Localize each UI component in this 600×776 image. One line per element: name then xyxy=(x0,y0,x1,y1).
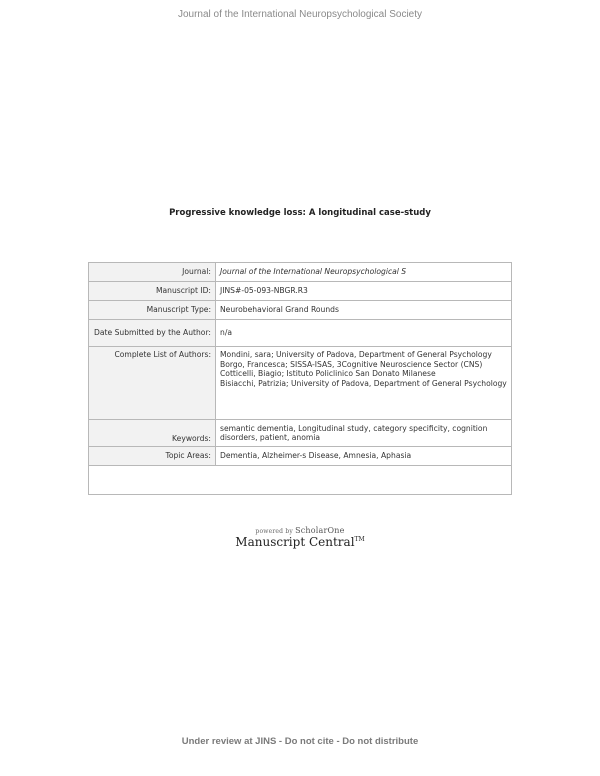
date-submitted-value: n/a xyxy=(216,320,512,347)
manuscript-type-label: Manuscript Type: xyxy=(89,301,216,320)
author-entry: Borgo, Francesca; SISSA-ISAS, 3Cognitive Neuroscience Sector (CNS) xyxy=(220,359,483,369)
manuscript-id-label: Manuscript ID: xyxy=(89,282,216,301)
running-footer: Under review at JINS - Do not cite - Do not distribute xyxy=(181,736,419,747)
keywords-label: Keywords: xyxy=(89,420,216,447)
empty-cell xyxy=(89,466,512,495)
brand-text: ScholarOne xyxy=(295,526,345,535)
document-title: Progressive knowledge loss: A longitudinal case-study xyxy=(169,208,431,218)
powered-by-line xyxy=(0,526,600,535)
topic-areas-value: Dementia, Alzheimer-s Disease, Amnesia, Aphasia xyxy=(216,447,512,466)
powered-by-text: powered by xyxy=(255,528,293,535)
author-entry: Cotticelli, Biagio; Istituto Policlinico San Donato Milanese xyxy=(220,369,436,378)
table-row xyxy=(89,347,512,420)
table-row xyxy=(89,320,512,347)
date-submitted-label: Date Submitted by the Author: xyxy=(89,320,216,347)
keywords-value: semantic dementia, Longitudinal study, category specificity, cognition disorders, patient, anomia xyxy=(216,420,512,447)
trademark-text: TM xyxy=(354,536,365,543)
running-header: Journal of the International Neuropsychological Society xyxy=(177,9,423,20)
table-row xyxy=(89,263,512,282)
table-row xyxy=(89,447,512,466)
table-row xyxy=(89,420,512,447)
scholarone-logo xyxy=(0,526,600,549)
authors-value xyxy=(216,347,512,420)
table-row-empty xyxy=(89,466,512,495)
journal-value: Journal of the International Neuropsychological S xyxy=(216,263,512,282)
product-text: Manuscript Central xyxy=(235,535,355,549)
manuscript-metadata-table xyxy=(88,262,512,495)
product-name xyxy=(0,535,600,549)
table-row xyxy=(89,301,512,320)
author-entry: Mondini, sara; University of Padova, Department of General Psychology xyxy=(220,350,492,359)
manuscript-id-value: JINS#-05-093-NBGR.R3 xyxy=(216,282,512,301)
manuscript-type-value: Neurobehavioral Grand Rounds xyxy=(216,301,512,320)
journal-label: Journal: xyxy=(89,263,216,282)
topic-areas-label: Topic Areas: xyxy=(89,447,216,466)
authors-label: Complete List of Authors: xyxy=(89,347,216,420)
author-entry: Bisiacchi, Patrizia; University of Padova, Department of General Psychology xyxy=(220,378,507,388)
table-row xyxy=(89,282,512,301)
